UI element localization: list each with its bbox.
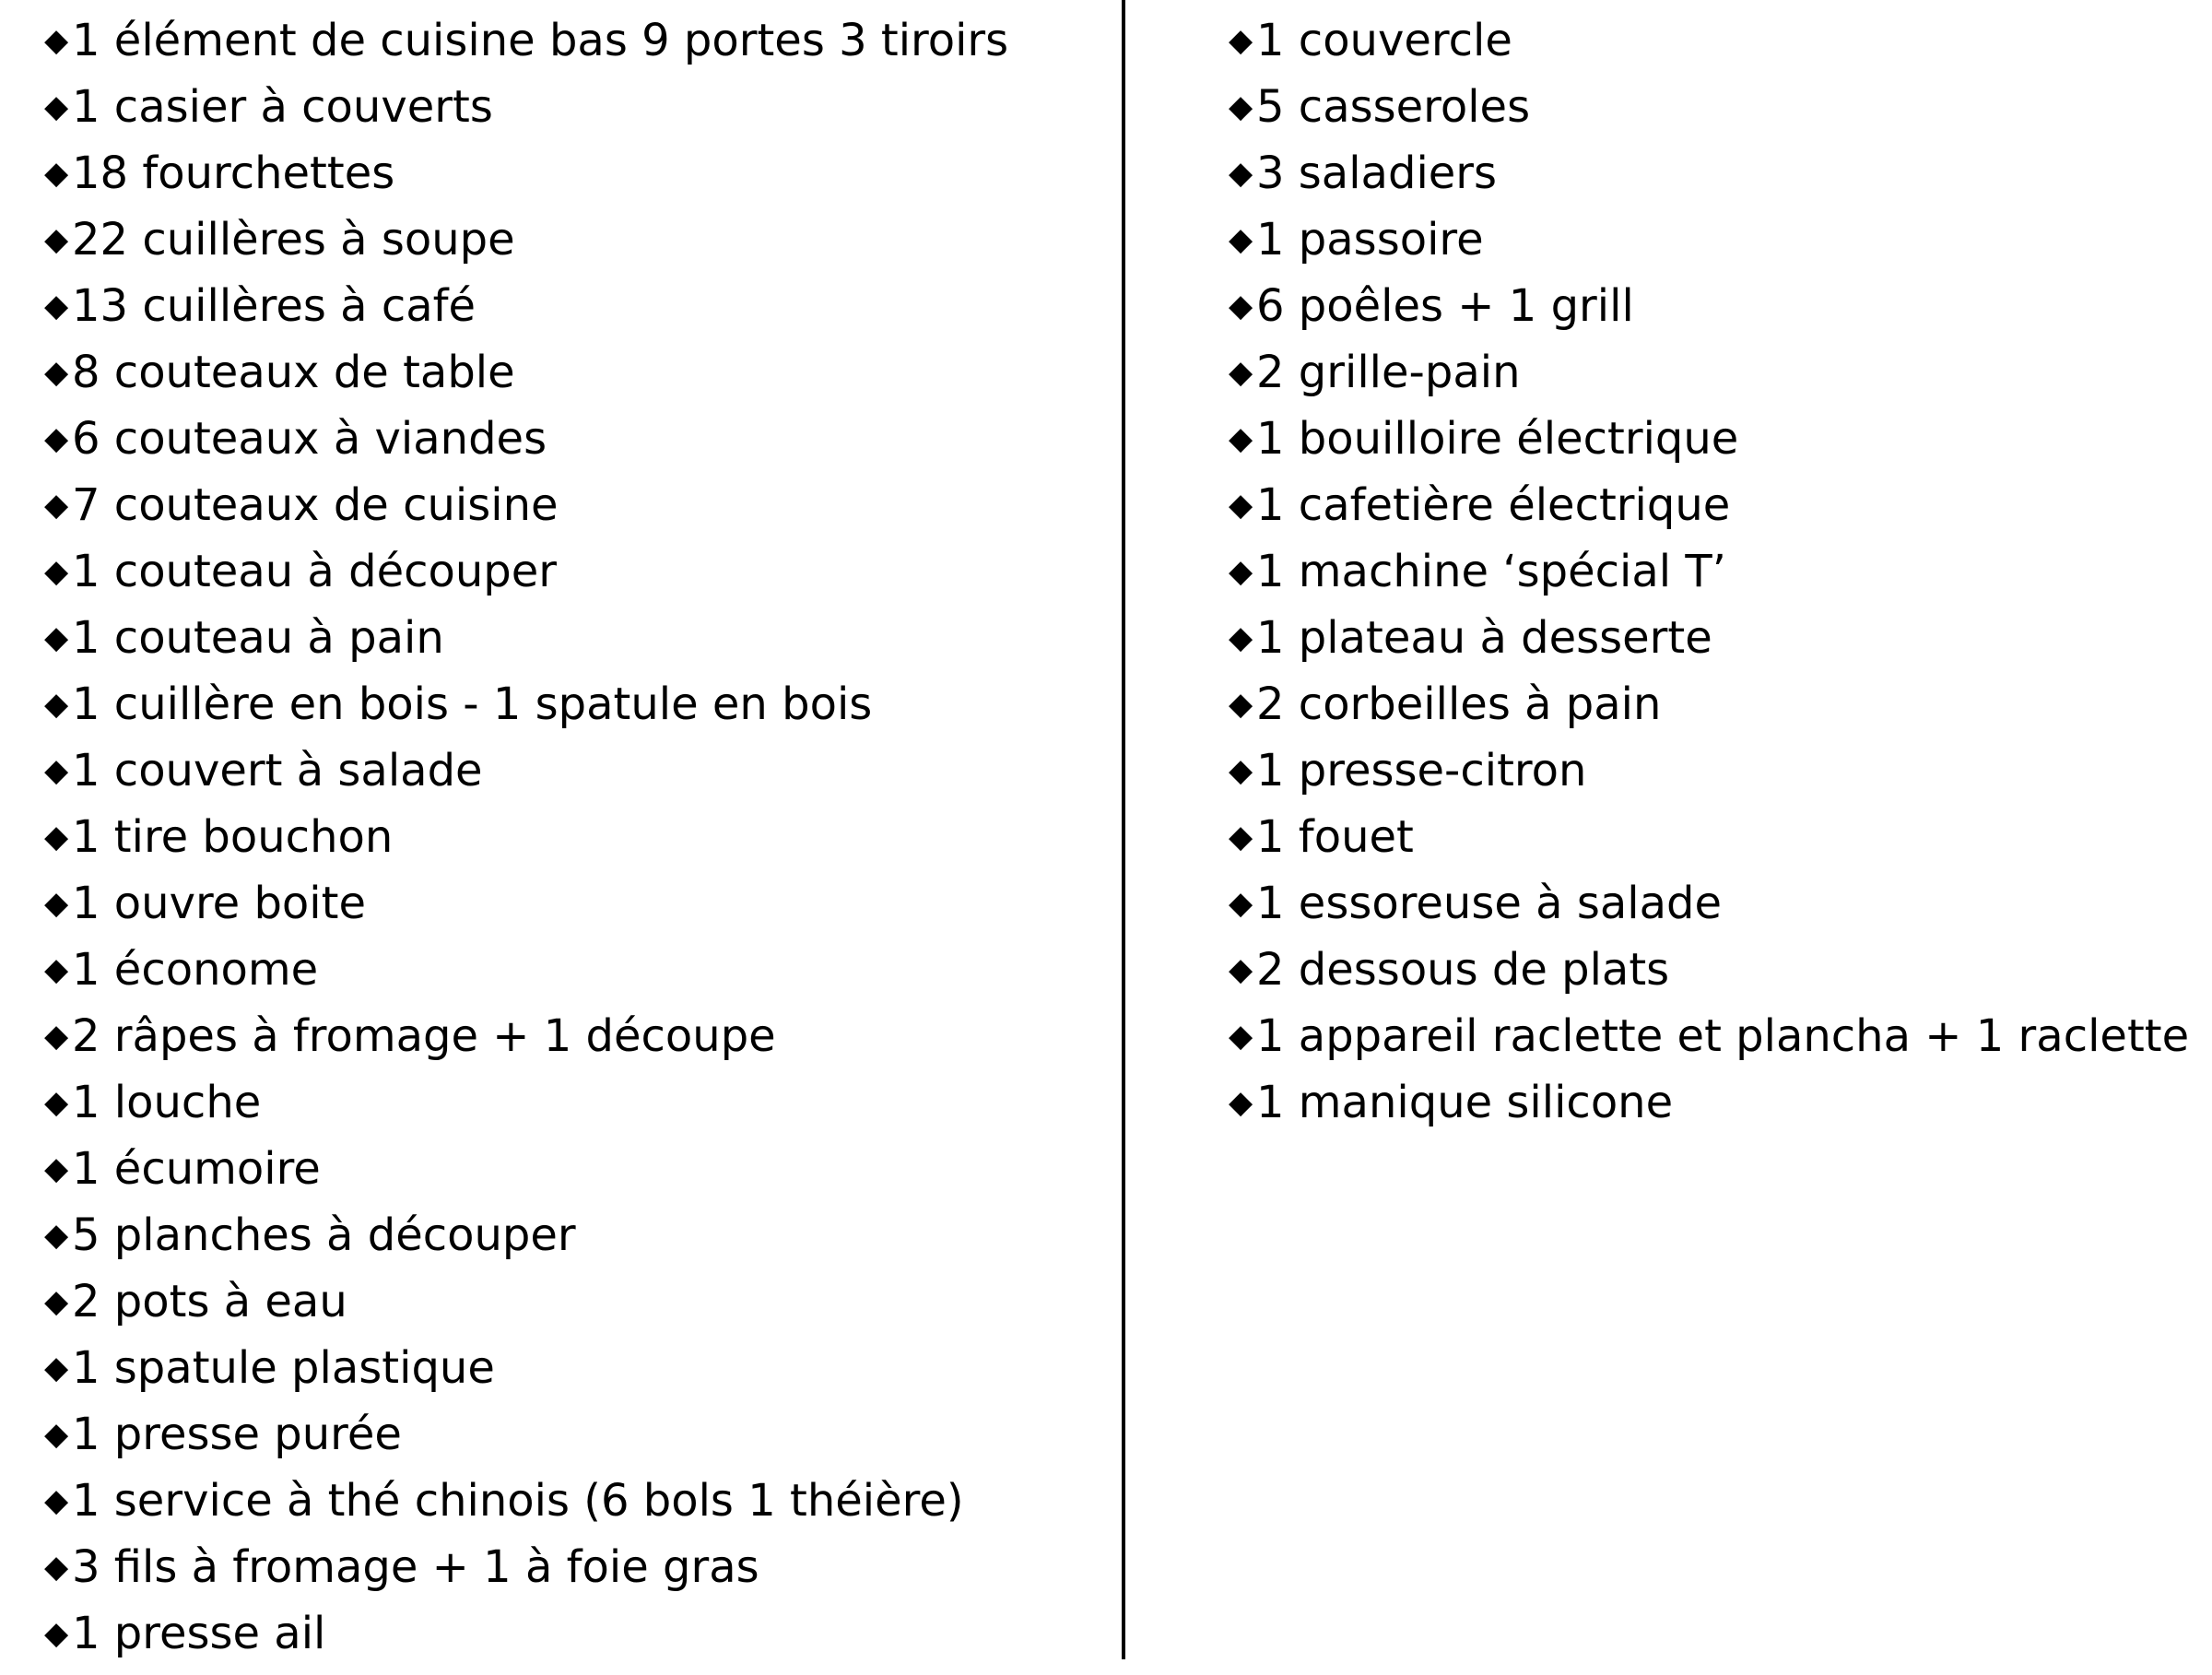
list-item [1229,414,2206,480]
list-item-text: 1 louche [72,1077,262,1128]
list-item [44,945,1104,1011]
list-item-text: 1 essoreuse à salade [1256,878,1722,929]
list-item [44,1144,1104,1210]
list-item [44,82,1104,148]
list-item [44,348,1104,414]
diamond-bullet-icon: ◆ [44,354,69,391]
diamond-bullet-icon: ◆ [1229,1084,1253,1121]
list-item [44,1343,1104,1410]
list-item [44,1476,1104,1542]
list-item-text: 1 bouilloire électrique [1256,413,1739,465]
list-item [1229,82,2206,148]
diamond-bullet-icon: ◆ [44,686,69,723]
list-item [1229,16,2206,82]
list-item [44,547,1104,613]
list-item [44,679,1104,746]
list-item [44,148,1104,215]
list-item [1229,746,2206,812]
list-item [44,480,1104,547]
diamond-bullet-icon: ◆ [44,1217,69,1254]
list-item-text: 1 tire bouchon [72,811,394,863]
diamond-bullet-icon: ◆ [1229,88,1253,125]
list-item [44,1078,1104,1144]
diamond-bullet-icon: ◆ [1229,487,1253,524]
diamond-bullet-icon: ◆ [1229,686,1253,723]
list-item [1229,281,2206,348]
diamond-bullet-icon: ◆ [44,1615,69,1652]
list-item [44,1011,1104,1078]
diamond-bullet-icon: ◆ [44,1084,69,1121]
list-item [44,1542,1104,1609]
diamond-bullet-icon: ◆ [44,1549,69,1586]
list-item-text: 6 poêles + 1 grill [1256,280,1634,332]
diamond-bullet-icon: ◆ [44,221,69,258]
diamond-bullet-icon: ◆ [44,420,69,457]
diamond-bullet-icon: ◆ [1229,951,1253,988]
list-item [44,812,1104,879]
diamond-bullet-icon: ◆ [44,752,69,789]
list-item [1229,215,2206,281]
diamond-bullet-icon: ◆ [1229,619,1253,656]
list-item-text: 1 machine ‘spécial T’ [1256,546,1726,597]
list-item-text: 2 corbeilles à pain [1256,678,1662,730]
list-item-text: 3 saladiers [1256,147,1498,199]
diamond-bullet-icon: ◆ [44,951,69,988]
diamond-bullet-icon: ◆ [1229,221,1253,258]
diamond-bullet-icon: ◆ [1229,22,1253,59]
list-item-text: 1 cafetière électrique [1256,479,1731,531]
list-item-text: 18 fourchettes [72,147,395,199]
diamond-bullet-icon: ◆ [44,619,69,656]
list-item [44,16,1104,82]
list-item-text: 1 écumoire [72,1143,321,1195]
left-column-list [44,16,1104,1675]
list-item-text: 1 cuillère en bois - 1 spatule en bois [72,678,873,730]
list-item [44,414,1104,480]
list-item-text: 1 fouet [1256,811,1414,863]
diamond-bullet-icon: ◆ [1229,420,1253,457]
diamond-bullet-icon: ◆ [44,885,69,922]
list-item [44,1277,1104,1343]
list-item-text: 1 couvercle [1256,15,1512,66]
diamond-bullet-icon: ◆ [1229,354,1253,391]
list-item-text: 2 dessous de plats [1256,944,1670,996]
diamond-bullet-icon: ◆ [44,88,69,125]
list-item [1229,547,2206,613]
list-item-text: 1 presse-citron [1256,745,1587,796]
list-item-text: 8 couteaux de table [72,347,515,398]
diamond-bullet-icon: ◆ [44,22,69,59]
diamond-bullet-icon: ◆ [44,1416,69,1453]
list-item [44,281,1104,348]
diamond-bullet-icon: ◆ [44,1283,69,1320]
list-item [44,1210,1104,1277]
list-item [1229,1011,2206,1078]
diamond-bullet-icon: ◆ [44,819,69,855]
list-item [1229,945,2206,1011]
list-item-text: 3 fils à fromage + 1 à foie gras [72,1541,759,1593]
diamond-bullet-icon: ◆ [1229,288,1253,324]
list-item-text: 1 ouvre boite [72,878,366,929]
diamond-bullet-icon: ◆ [44,288,69,324]
list-item-text: 1 casier à couverts [72,81,493,133]
list-item-text: 1 couvert à salade [72,745,483,796]
diamond-bullet-icon: ◆ [1229,1018,1253,1055]
diamond-bullet-icon: ◆ [44,1150,69,1187]
right-column-list [1229,16,2206,1144]
list-item-text: 1 élément de cuisine bas 9 portes 3 tiroirs [72,15,1009,66]
list-item-text: 22 cuillères à soupe [72,214,515,265]
list-item-text: 1 presse purée [72,1409,402,1460]
diamond-bullet-icon: ◆ [44,1350,69,1386]
list-item [1229,812,2206,879]
list-item [1229,879,2206,945]
list-item-text: 1 passoire [1256,214,1484,265]
diamond-bullet-icon: ◆ [1229,819,1253,855]
diamond-bullet-icon: ◆ [44,1018,69,1055]
diamond-bullet-icon: ◆ [44,553,69,590]
list-item [1229,348,2206,414]
list-item-text: 1 plateau à desserte [1256,612,1712,664]
list-item-text: 1 couteau à découper [72,546,558,597]
list-item [44,215,1104,281]
list-item [44,879,1104,945]
list-item [1229,1078,2206,1144]
diamond-bullet-icon: ◆ [1229,752,1253,789]
list-item-text: 1 couteau à pain [72,612,444,664]
list-item-text: 2 grille-pain [1256,347,1521,398]
list-item [1229,480,2206,547]
diamond-bullet-icon: ◆ [44,1482,69,1519]
list-item-text: 1 presse ail [72,1608,326,1659]
diamond-bullet-icon: ◆ [1229,155,1253,192]
list-item [44,1410,1104,1476]
list-item-text: 5 casseroles [1256,81,1531,133]
list-item-text: 2 râpes à fromage + 1 découpe [72,1010,776,1062]
list-item-text: 1 économe [72,944,319,996]
list-item [1229,679,2206,746]
diamond-bullet-icon: ◆ [1229,553,1253,590]
list-item [44,613,1104,679]
list-item [1229,148,2206,215]
list-item-text: 1 appareil raclette et plancha + 1 raclette [1256,1010,2190,1062]
column-divider [1122,0,1125,1659]
list-item-text: 1 spatule plastique [72,1342,495,1394]
diamond-bullet-icon: ◆ [44,487,69,524]
list-item-text: 1 manique silicone [1256,1077,1674,1128]
list-item [44,746,1104,812]
list-item [1229,613,2206,679]
list-item-text: 6 couteaux à viandes [72,413,547,465]
list-item-text: 2 pots à eau [72,1276,347,1327]
list-item [44,1609,1104,1675]
list-item-text: 1 service à thé chinois (6 bols 1 théière) [72,1475,964,1527]
list-item-text: 13 cuillères à café [72,280,477,332]
list-item-text: 5 planches à découper [72,1209,576,1261]
list-item-text: 7 couteaux de cuisine [72,479,559,531]
diamond-bullet-icon: ◆ [1229,885,1253,922]
diamond-bullet-icon: ◆ [44,155,69,192]
